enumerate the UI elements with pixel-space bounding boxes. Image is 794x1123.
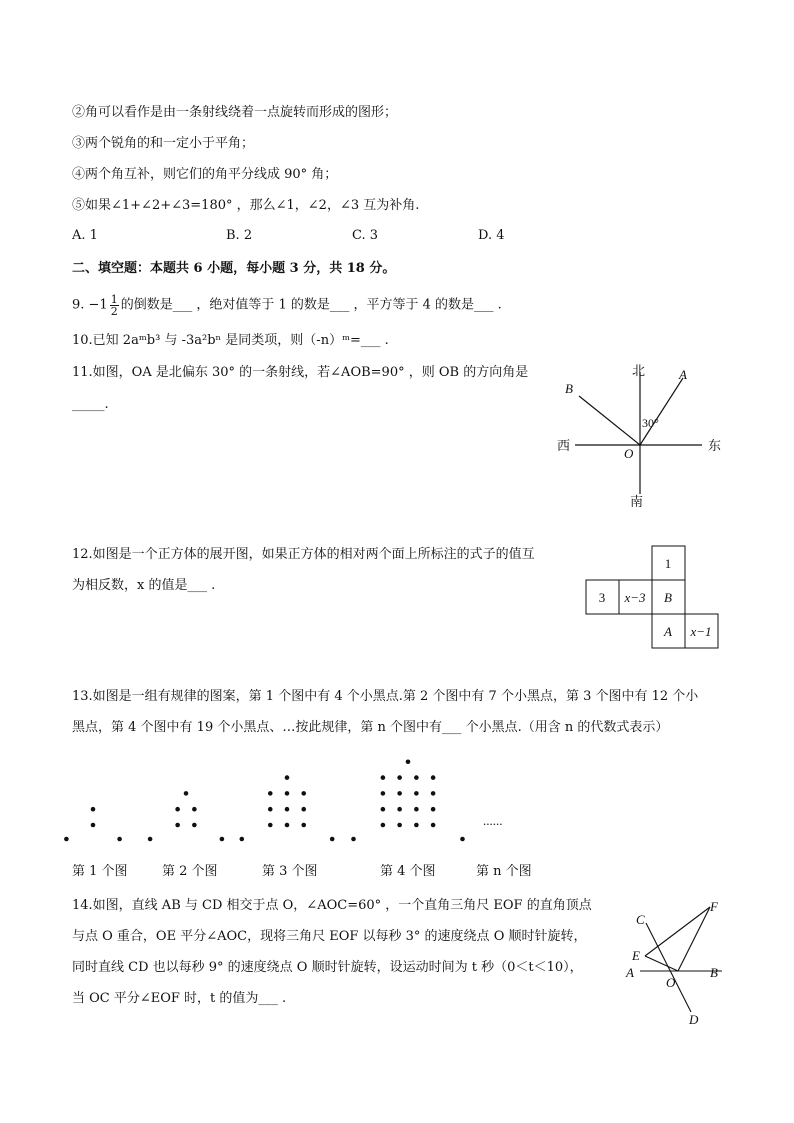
pattern-2-dot: [220, 837, 225, 842]
statement-2: ②角可以看作是由一条射线绕着一点旋转而形成的图形；: [72, 105, 398, 120]
pattern-4-dot: [381, 775, 386, 780]
line-oe: [645, 956, 678, 971]
pattern-4-dot: [397, 775, 402, 780]
label-west: 西: [557, 438, 571, 453]
pattern-4-dot: [414, 775, 419, 780]
line-cd: [646, 923, 691, 1012]
pattern-ellipsis: ......: [483, 813, 503, 828]
fig14-label-c: C: [636, 912, 645, 927]
question-14-line1: 14.如图，直线 AB 与 CD 相交于点 O，∠AOC=60° ，一个直角三角尺 EOF 的直角顶点: [72, 898, 592, 913]
pattern-4-dot: [381, 823, 386, 828]
section-heading: 二、填空题：本题共 6 小题，每小题 3 分，共 18 分。: [72, 261, 396, 276]
ray-oa: [640, 378, 683, 445]
pattern-3-dot: [268, 791, 273, 796]
pattern-3-dot: [285, 823, 290, 828]
pattern-4-dot: [431, 823, 436, 828]
fig14-label-f: F: [710, 899, 718, 914]
pattern-4-dot: [397, 823, 402, 828]
pattern-3-dot: [301, 791, 306, 796]
question-12-line1: 12.如图是一个正方体的展开图，如果正方体的相对两个面上所标注的式子的值互: [72, 547, 535, 562]
pattern-3-dot: [285, 807, 290, 812]
pattern-4-dot: [460, 837, 465, 842]
dot-patterns: [0, 745, 794, 855]
q9-fraction-den: 2: [110, 305, 118, 318]
pattern-3-dot: [240, 837, 245, 842]
pattern-2-dot: [192, 807, 197, 812]
cube-top-text: 1: [664, 556, 672, 571]
pattern-3-dot: [301, 807, 306, 812]
fig14-label-b: B: [710, 965, 718, 980]
pattern-4-dot: [431, 807, 436, 812]
line-ef: [645, 907, 710, 956]
line-of: [678, 907, 710, 971]
pattern-4-dot: [431, 775, 436, 780]
question-12-line2: 为相反数，x 的值是___ .: [72, 578, 216, 593]
cube-b-text: B: [664, 590, 672, 605]
pattern-2-dot: [175, 823, 180, 828]
statement-3: ③两个锐角的和一定小于平角；: [72, 136, 255, 151]
pattern-4-dot: [414, 791, 419, 796]
q9-fraction-num: 1: [110, 293, 118, 306]
pattern-2-dot: [184, 791, 189, 796]
cube-a-text: A: [664, 624, 672, 639]
pattern-2-dot: [148, 837, 153, 842]
cube-net: [585, 545, 725, 651]
fig14-label-d: D: [689, 1012, 699, 1027]
question-10: 10.已知 2aᵐb³ 与 -3a²bⁿ 是同类项，则（-n）ᵐ=___ .: [72, 333, 389, 348]
q9-rest: 的倒数是___ ，绝对值等于 1 的数是___ ，平方等于 4 的数是___ .: [120, 297, 502, 313]
pattern-4-dot: [351, 837, 356, 842]
figure-14: [622, 898, 732, 1028]
question-11-line1: 11.如图，OA 是北偏东 30° 的一条射线，若∠AOB=90° ，则 OB 的方向角是: [72, 365, 529, 380]
label-30-degree: 30°: [642, 416, 659, 430]
fig14-label-e: E: [632, 948, 640, 963]
caption-fig-n: 第 n 个图: [476, 864, 532, 879]
compass-diagram: [550, 362, 740, 512]
question-13-line2: 黑点，第 4 个图中有 19 个小黑点、…按此规律，第 n 个图中有___ 个小黑点.（用含 n 的代数式表示）: [72, 720, 669, 735]
label-south: 南: [630, 494, 644, 509]
pattern-1-dot: [91, 823, 96, 828]
pattern-4-dot: [414, 823, 419, 828]
pattern-4-dot: [414, 807, 419, 812]
pattern-3-dot: [285, 775, 290, 780]
pattern-4-dot: [381, 791, 386, 796]
fig14-label-o: O: [666, 975, 676, 990]
question-9: [72, 294, 502, 320]
question-13-line1: 13.如图是一组有规律的图案，第 1 个图中有 4 个小黑点.第 2 个图中有 7 个小黑点，第 3 个图中有 12 个小: [72, 689, 699, 704]
q9-prefix: 9. −1: [72, 297, 108, 313]
pattern-3-dot: [268, 807, 273, 812]
ray-ob: [579, 396, 640, 445]
option-b: B. 2: [226, 228, 253, 243]
option-c: C. 3: [352, 228, 379, 243]
label-a: A: [679, 367, 687, 382]
statement-4: ④两个角互补，则它们的角平分线成 90° 角；: [72, 167, 338, 182]
label-b: B: [565, 381, 573, 396]
pattern-4-dot: [431, 791, 436, 796]
pattern-4-dot: [397, 807, 402, 812]
pattern-1-dot: [64, 837, 69, 842]
cube-mid-text: x−3: [624, 590, 646, 605]
q9-fraction: [110, 294, 119, 317]
caption-fig-2: 第 2 个图: [162, 864, 218, 879]
pattern-2-dot: [175, 807, 180, 812]
caption-fig-4: 第 4 个图: [380, 864, 436, 879]
label-east: 东: [708, 438, 722, 453]
pattern-4-dot: [397, 791, 402, 796]
question-14-line2: 与点 O 重合，OE 平分∠AOC，现将三角尺 EOF 以每秒 3° 的速度绕点 O 顺时针旋转，: [72, 929, 587, 944]
statement-5: ⑤如果∠1+∠2+∠3=180° ，那么∠1，∠2，∠3 互为补角.: [72, 198, 420, 213]
pattern-4-dot: [381, 807, 386, 812]
cube-right-text: x−1: [690, 624, 712, 639]
caption-fig-3: 第 3 个图: [262, 864, 318, 879]
label-o: O: [624, 446, 634, 461]
label-north: 北: [632, 363, 646, 378]
pattern-1-dot: [91, 807, 96, 812]
pattern-2-dot: [192, 823, 197, 828]
question-14-line4: 当 OC 平分∠EOF 时，t 的值为___ .: [72, 991, 287, 1006]
question-14-line3: 同时直线 CD 也以每秒 9° 的速度绕点 O 顺时针旋转，设运动时间为 t 秒（0＜t＜10），: [72, 960, 583, 975]
pattern-4-dot: [406, 759, 411, 764]
pattern-3-dot: [301, 823, 306, 828]
pattern-1-dot: [117, 837, 122, 842]
option-d: D. 4: [478, 228, 505, 243]
pattern-3-dot: [330, 837, 335, 842]
pattern-3-dot: [268, 823, 273, 828]
caption-fig-1: 第 1 个图: [72, 864, 128, 879]
question-11-line2: _____.: [72, 397, 109, 412]
fig14-label-a: A: [626, 965, 634, 980]
pattern-3-dot: [285, 791, 290, 796]
option-a: A. 1: [72, 228, 98, 243]
cube-left-text: 3: [598, 590, 606, 605]
